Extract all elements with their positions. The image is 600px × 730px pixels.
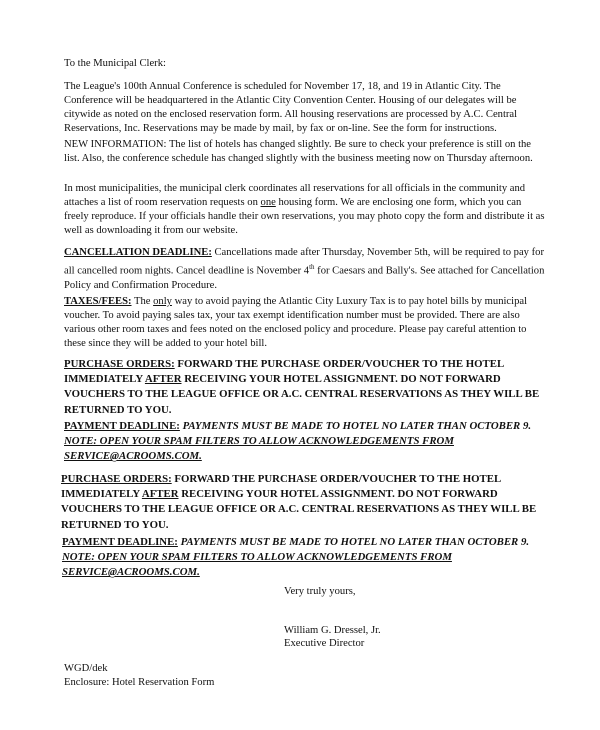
email-link[interactable]: SERVICE@ACROOMS.COM. [62,566,200,579]
closing: Very truly yours, [284,586,356,597]
cancellation-label: CANCELLATION DEADLINE: [64,247,212,258]
purchase-orders-text-end: RECEIVING YOUR HOTEL ASSIGNMENT. DO NOT FORWARD VOUCHERS TO THE LEAGUE OFFICE OR A.C. CENTRAL RESERVATIONS AS THEY WILL BE RETURNED TO YOU. [64,373,540,416]
emphasis-only: only [153,296,172,307]
paragraph-new-information: NEW INFORMATION: The list of hotels has changed slightly. Be sure to check your preference is still on the list. Also, the conference schedule has changed slightly with the business meeting now on Thursday afternoon. [64,139,533,164]
emphasis-after: AFTER [141,488,179,501]
payment-deadline-label: PAYMENT DEADLINE: [64,420,180,432]
signer-title: Executive Director [284,638,365,649]
payment-deadline-line-1 [62,535,544,550]
payment-deadline-line-1 [64,419,546,434]
email-link[interactable]: SERVICE@ACROOMS.COM. [64,450,202,463]
paragraph-cancellation [64,246,546,293]
taxes-label: TAXES/FEES: [64,296,132,307]
paragraph-purchase-orders-2 [61,472,547,533]
paragraph-purchase-orders-1 [64,357,546,418]
spam-filter-note: NOTE: OPEN YOUR SPAM FILTERS TO ALLOW ACKNOWLEDGEMENTS FROM [62,551,452,564]
enclosure-note: Enclosure: Hotel Reservation Form [64,677,215,688]
payment-deadline-label: PAYMENT DEADLINE: [62,536,178,548]
purchase-orders-label: PURCHASE ORDERS: [61,473,172,485]
purchase-orders-text-end: RECEIVING YOUR HOTEL ASSIGNMENT. DO NOT FORWARD VOUCHERS TO THE LEAGUE OFFICE OR A.C. CENTRAL RESERVATIONS AS THEY WILL BE RETURNED TO YOU. [61,488,537,531]
spam-filter-note: NOTE: OPEN YOUR SPAM FILTERS TO ALLOW ACKNOWLEDGEMENTS FROM [64,435,454,448]
emphasis-after: AFTER [144,373,182,386]
purchase-orders-text-start: FORWARD THE PURCHASE ORDER/VOUCHER TO THE HOTEL IMMEDIATELY [61,473,501,501]
purchase-orders-label: PURCHASE ORDERS: [64,358,175,370]
cancellation-text-start: Cancellations made after Thursday, November 5th, will be required to pay for all cancelled room nights. Cancel deadline is November 4 [64,247,544,277]
paragraph-clerk-coordination [64,182,546,238]
payment-deadline-text: PAYMENTS MUST BE MADE TO HOTEL NO LATER THAN OCTOBER 9. [179,420,532,432]
paragraph-payment-deadline-2 [62,535,544,581]
signer-name: William G. Dressel, Jr. [284,625,381,636]
cancellation-superscript: th [309,263,315,271]
paragraph-taxes-fees [64,295,546,351]
clerk-text-start: In most municipalities, the municipal clerk coordinates all reservations for all officials in the community and attaches a list of room reservation requests on [64,183,526,208]
emphasis-one: one [260,197,276,208]
purchase-orders-text-start: FORWARD THE PURCHASE ORDER/VOUCHER TO THE HOTEL IMMEDIATELY [64,358,504,386]
paragraph-conference-intro: The League's 100th Annual Conference is scheduled for November 17, 18, and 19 in Atlantic City. The Conference will be headquartered in the Atlantic City Convention Center. Housing of our delegates will be citywide as noted on the enclosed reservation form. All housing reservations are processed by A.C. Central Reservations, Inc. Reservations may be made by mail, by fax or on-line. See the form for instructions. [64,81,518,134]
payment-deadline-text: PAYMENTS MUST BE MADE TO HOTEL NO LATER THAN OCTOBER 9. [177,536,530,548]
typist-initials: WGD/dek [64,663,108,674]
clerk-text-end: housing form. We are enclosing one form, which you can freely reproduce. If your officials handle their own reservations, you may photo copy the form and distribute it as well as downloading it from our website. [64,197,545,236]
taxes-text-end: way to avoid paying the Atlantic City Luxury Tax is to pay hotel bills by municipal voucher. To avoid paying sales tax, your tax exempt identification number must be provided. There are also various other room taxes and fees noted on the enclosed policy and procedure. Please pay careful attention to these since they will be added to your hotel bill. [64,296,528,349]
paragraph-payment-deadline-1 [64,419,546,465]
cancellation-text-end: for Caesars and Bally's. See attached for Cancellation Policy and Confirmation Procedure. [64,265,545,291]
salutation: To the Municipal Clerk: [64,58,166,69]
taxes-text-start: The [131,296,154,307]
